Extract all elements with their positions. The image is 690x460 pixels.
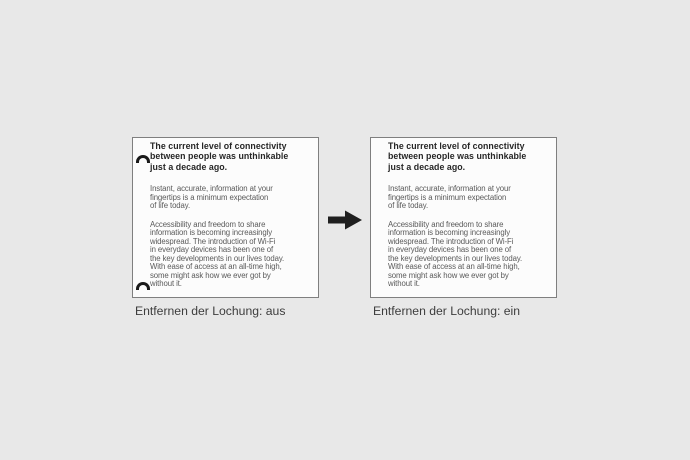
page-paragraph <box>388 185 548 211</box>
page-paragraph-line: without it. <box>150 279 182 289</box>
page-heading-line: The current level of connectivity <box>388 141 525 151</box>
punch-hole-icon <box>136 155 150 163</box>
page-paragraph-line: in everyday devices has been one of <box>388 245 512 255</box>
panel-before <box>132 137 319 318</box>
page-paragraph-line: Accessibility and freedom to share <box>388 219 504 229</box>
page-heading-line: just a decade ago. <box>388 161 466 172</box>
page-paragraph-line: widespread. The introduction of Wi-Fi <box>150 236 276 246</box>
page-paragraph-line: information is becoming increasingly <box>388 228 511 238</box>
page-paragraph-line: Accessibility and freedom to share <box>150 219 266 229</box>
scanned-page-clean <box>370 137 557 298</box>
page-paragraph-line: fingertips is a minimum expectation <box>388 192 507 202</box>
scanned-page-with-holes <box>132 137 319 298</box>
page-heading-line: between people was unthinkable <box>388 151 527 162</box>
page-paragraph-line: without it. <box>388 279 420 289</box>
page-paragraph-line: With ease of access at an all-time high, <box>150 262 282 272</box>
page-paragraph-line: With ease of access at an all-time high, <box>388 262 520 272</box>
page-paragraph-line: some might ask how we ever got by <box>150 270 271 280</box>
punch-hole-icon <box>136 282 150 290</box>
page-paragraph-line: Instant, accurate, information at your <box>150 184 273 194</box>
page-paragraph <box>150 221 310 289</box>
caption-after: Entfernen der Lochung: ein <box>373 304 521 318</box>
page-paragraph <box>388 221 548 289</box>
page-heading <box>150 141 310 172</box>
page-paragraph-line: widespread. The introduction of Wi-Fi <box>388 236 514 246</box>
page-paragraph-line: information is becoming increasingly <box>150 228 273 238</box>
page-paragraph-line: the key developments in our lives today. <box>388 253 523 263</box>
page-heading <box>388 141 548 172</box>
page-paragraph-line: in everyday devices has been one of <box>150 245 274 255</box>
page-paragraph-line: of life today. <box>150 201 191 211</box>
page-paragraph-line: Instant, accurate, information at your <box>388 184 511 194</box>
page-heading-line: between people was unthinkable <box>150 151 289 162</box>
panel-after <box>370 137 557 318</box>
page-paragraph-line: some might ask how we ever got by <box>388 270 509 280</box>
caption-before: Entfernen der Lochung: aus <box>135 304 286 318</box>
page-heading-line: just a decade ago. <box>150 161 228 172</box>
page-paragraph-line: fingertips is a minimum expectation <box>150 192 269 202</box>
page-heading-line: The current level of connectivity <box>150 141 287 151</box>
page-text <box>133 138 318 289</box>
page-text <box>371 138 556 289</box>
arrow-right-icon <box>328 210 362 230</box>
page-paragraph-line: of life today. <box>388 201 429 211</box>
page-paragraph-line: the key developments in our lives today. <box>150 253 285 263</box>
page-paragraph <box>150 185 310 211</box>
